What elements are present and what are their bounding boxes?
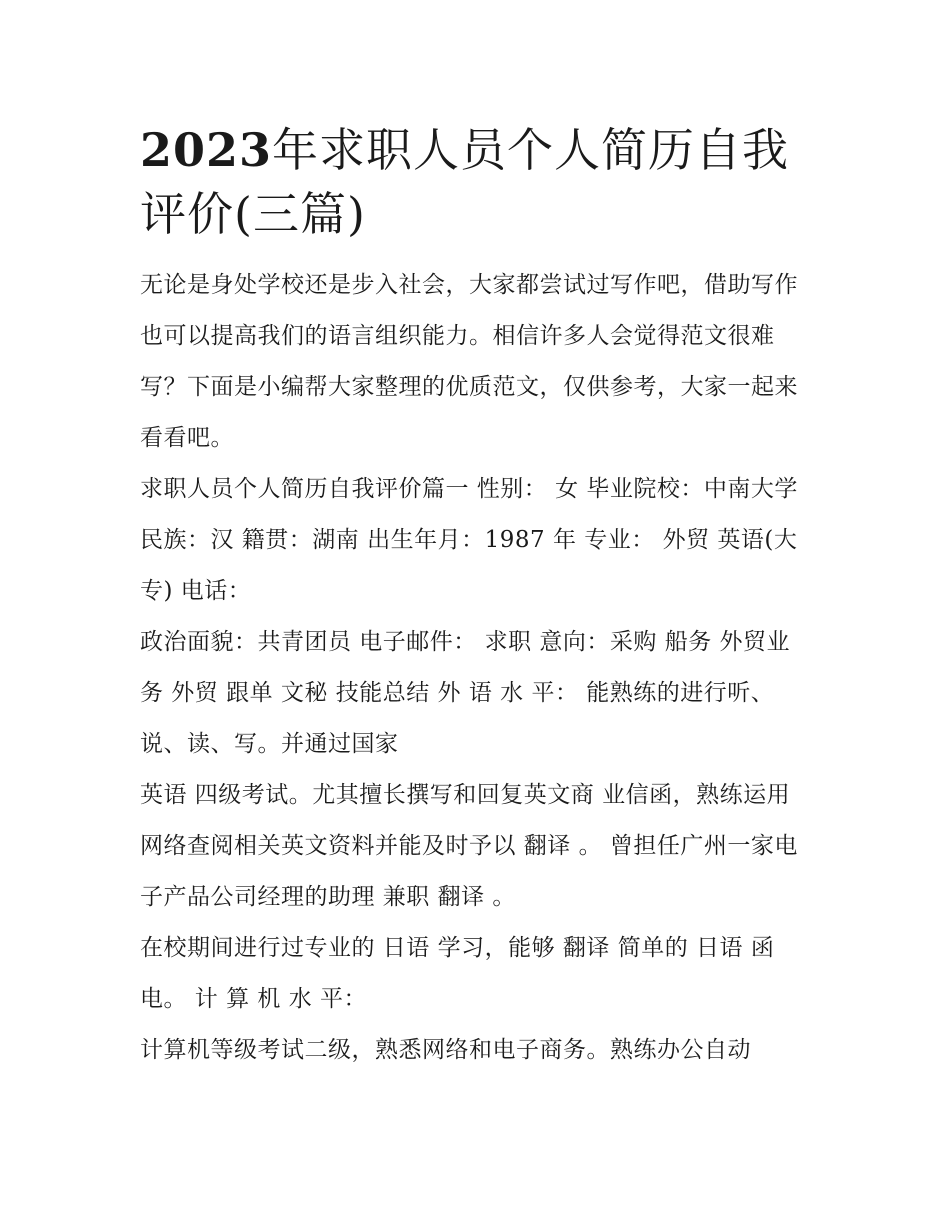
document-page (140, 118, 812, 1076)
paragraph-japanese-skills: 在校期间进行过专业的 日语 学习，能够 翻译 简单的 日语 函电。 计 算 机 水 平： (140, 935, 775, 1012)
paragraph-political-status: 政治面貌：共青团员 电子邮件： 求职 意向：采购 船务 外贸业务 外贸 跟单 文秘 技能总结 外 语 水 平： 能熟练的进行听、说、读、写。并通过国家 (140, 629, 791, 757)
title-year: 2023 (140, 123, 273, 177)
intro-paragraph: 无论是身处学校还是步入社会，大家都尝试过写作吧，借助写作也可以提高我们的语言组织能力。相信许多人会觉得范文很难写？下面是小编帮大家整理的优质范文，仅供参考，大家一起来看看吧。 (140, 272, 798, 451)
paragraph-english-skills: 英语 四级考试。尤其擅长撰写和回复英文商 业信函，熟练运用网络查阅相关英文资料并能及时予以 翻译 。 曾担任广州一家电子产品公司经理的助理 兼职 翻译 。 (140, 782, 798, 910)
title-text: 年求职人员个人简历自我评价(三篇) (140, 123, 790, 241)
paragraph-computer-skills: 计算机等级考试二级，熟悉网络和电子商务。熟练办公自动 (140, 1037, 751, 1063)
document-title (140, 118, 812, 246)
paragraph-personal-info: 求职人员个人简历自我评价篇一 性别： 女 毕业院校：中南大学 民族：汉 籍贯：湖南 出生年月：1987 年 专业： 外贸 英语(大专) 电话： (140, 476, 798, 604)
